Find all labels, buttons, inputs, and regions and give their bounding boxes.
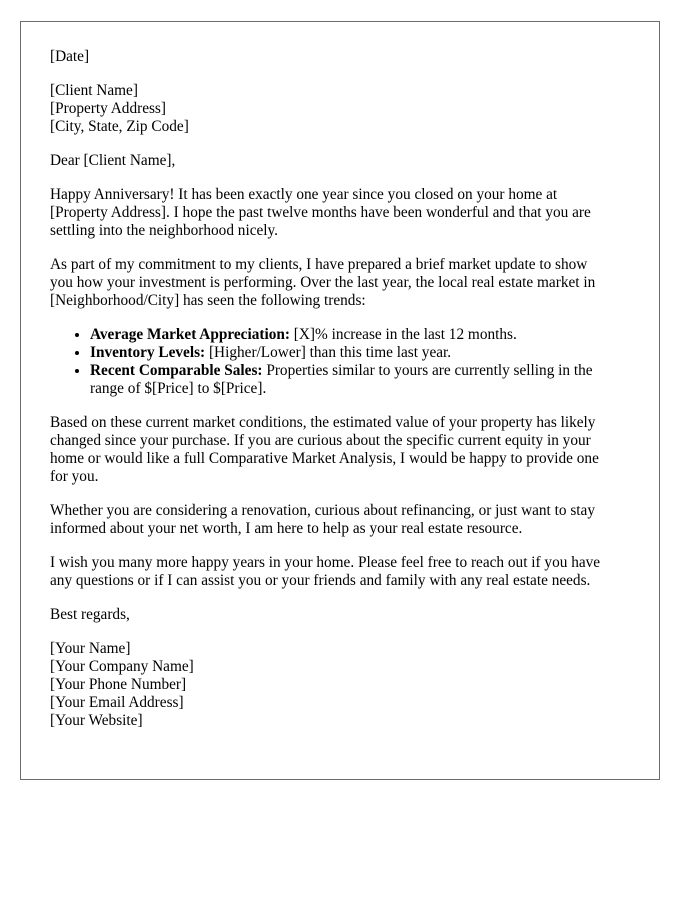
paragraph-line: [Neighborhood/City] has seen the following trends: xyxy=(50,292,366,309)
trend-label: Inventory Levels: xyxy=(90,344,206,361)
closing xyxy=(50,606,640,624)
recipient-address: [Property Address] xyxy=(50,100,166,117)
paragraph-line: [Property Address]. I hope the past twelve months have been wonderful and that you are xyxy=(50,204,591,221)
signature-phone: [Your Phone Number] xyxy=(50,676,187,693)
signature-company: [Your Company Name] xyxy=(50,658,194,675)
paragraph-line: changed since your purchase. If you are curious about the specific current equity in your xyxy=(50,432,591,449)
trend-text: [Higher/Lower] than this time last year. xyxy=(205,344,452,361)
signature-website: [Your Website] xyxy=(50,712,143,729)
paragraph-line: for you. xyxy=(50,468,99,485)
paragraph-market-update xyxy=(50,256,640,310)
signature-email: [Your Email Address] xyxy=(50,694,184,711)
list-item xyxy=(90,326,640,344)
salutation xyxy=(50,152,640,170)
salutation-text: Dear [Client Name], xyxy=(50,152,176,169)
list-item xyxy=(90,362,640,398)
recipient-city-state-zip: [City, State, Zip Code] xyxy=(50,118,189,135)
closing-text: Best regards, xyxy=(50,606,130,623)
recipient-name: [Client Name] xyxy=(50,82,138,99)
paragraph-line: home or would like a full Comparative Market Analysis, I would be happy to provide one xyxy=(50,450,599,467)
market-trends-list xyxy=(50,326,640,398)
trend-text: Properties similar to yours are currently selling in the xyxy=(262,362,593,379)
paragraph-line: I wish you many more happy years in your home. Please feel free to reach out if you have xyxy=(50,554,601,571)
trend-label: Average Market Appreciation: xyxy=(90,326,290,343)
signature-name: [Your Name] xyxy=(50,640,131,657)
trend-label: Recent Comparable Sales: xyxy=(90,362,263,379)
paragraph-line: Based on these current market conditions, the estimated value of your property has likely xyxy=(50,414,596,431)
list-item xyxy=(90,344,640,362)
paragraph-line: any questions or if I can assist you or your friends and family with any real estate needs. xyxy=(50,572,591,589)
trend-text-continued: range of $[Price] to $[Price]. xyxy=(90,380,267,397)
signature-block xyxy=(50,640,640,730)
paragraph-anniversary xyxy=(50,186,640,240)
date: [Date] xyxy=(50,48,90,65)
letter-body xyxy=(50,48,640,730)
paragraph-valuation xyxy=(50,414,640,486)
paragraph-resource xyxy=(50,502,640,538)
letter-frame xyxy=(20,21,660,780)
paragraph-line: informed about your net worth, I am here to help as your real estate resource. xyxy=(50,520,523,537)
paragraph-line: you how your investment is performing. Over the last year, the local real estate market in xyxy=(50,274,596,291)
paragraph-line: As part of my commitment to my clients, I have prepared a brief market update to show xyxy=(50,256,588,273)
paragraph-line: Whether you are considering a renovation, curious about refinancing, or just want to stay xyxy=(50,502,595,519)
paragraph-line: settling into the neighborhood nicely. xyxy=(50,222,278,239)
paragraph-wishes xyxy=(50,554,640,590)
paragraph-line: Happy Anniversary! It has been exactly one year since you closed on your home at xyxy=(50,186,558,203)
date-line xyxy=(50,48,640,66)
trend-text: [X]% increase in the last 12 months. xyxy=(289,326,517,343)
recipient-block xyxy=(50,82,640,136)
